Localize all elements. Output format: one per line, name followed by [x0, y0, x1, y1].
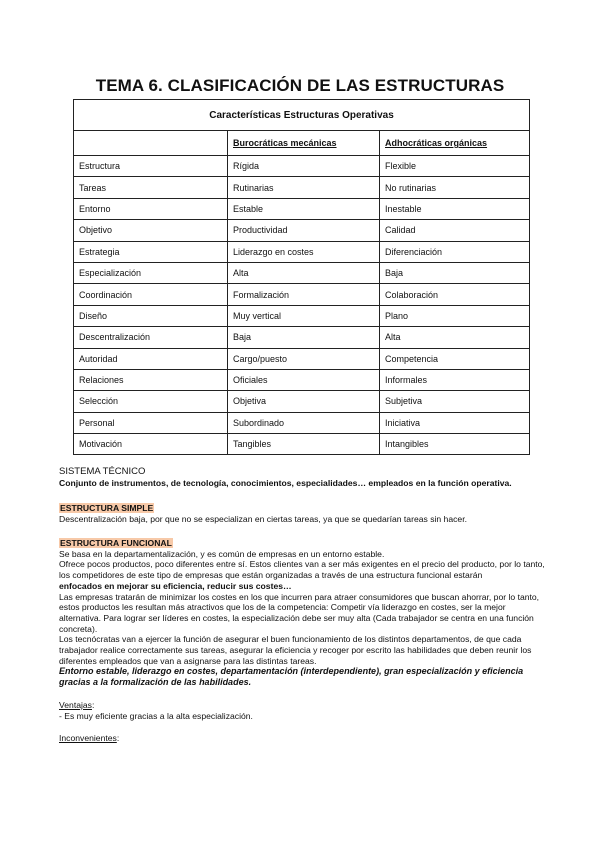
- burocraticas-cell: Oficiales: [228, 369, 380, 390]
- funcional-heading: ESTRUCTURA FUNCIONAL: [60, 538, 172, 548]
- adhocraticas-cell: Intangibles: [380, 434, 530, 455]
- header-adhocraticas: Adhocráticas orgánicas: [380, 131, 530, 156]
- section-estructura-simple: [59, 503, 545, 524]
- row-label-cell: Autoridad: [74, 348, 228, 369]
- simple-heading: ESTRUCTURA SIMPLE: [60, 503, 154, 513]
- header-cell-empty: [74, 131, 228, 156]
- table-row: [74, 305, 530, 326]
- row-label-cell: Relaciones: [74, 369, 228, 390]
- table-row: [74, 327, 530, 348]
- funcional-p1: Se basa en la departamentalización, y es común de empresas en un entorno estable.: [59, 548, 385, 559]
- burocraticas-cell: Muy vertical: [228, 305, 380, 326]
- burocraticas-cell: Baja: [228, 327, 380, 348]
- funcional-p4: Los tecnócratas van a ejercer la función de asegurar el buen funcionamiento de los distintos departamentos, de que cada trabajador realice correctamente sus tareas, asegurar la eficiencia y recoger por escrito las habilidades que deben reunir los diferentes empleados que van a asignarse para las distintas tareas.: [59, 634, 532, 666]
- burocraticas-cell: Alta: [228, 262, 380, 283]
- row-label-cell: Diseño: [74, 305, 228, 326]
- row-label-cell: Personal: [74, 412, 228, 433]
- row-label-cell: Especialización: [74, 262, 228, 283]
- adhocraticas-cell: Plano: [380, 305, 530, 326]
- table-row: [74, 198, 530, 219]
- table-row: [74, 369, 530, 390]
- ventajas-item: - Es muy eficiente gracias a la alta especialización.: [59, 710, 253, 721]
- table-row: [74, 177, 530, 198]
- page-title: TEMA 6. CLASIFICACIÓN DE LAS ESTRUCTURAS: [95, 76, 505, 95]
- ventajas-label: Ventajas: [59, 699, 92, 710]
- adhocraticas-cell: Inestable: [380, 198, 530, 219]
- table-row: [74, 434, 530, 455]
- adhocraticas-cell: Colaboración: [380, 284, 530, 305]
- row-label-cell: Objetivo: [74, 220, 228, 241]
- funcional-p2: Ofrece pocos productos, poco diferentes entre sí. Estos clientes van a ser más exigentes en el precio del producto, por lo tanto, los competidores de este tipo de empresas que están organizadas a través de una estructura funcional estarán: [59, 559, 545, 581]
- funcional-p3: Las empresas tratarán de minimizar los costes en los que incurren para atraer consumidores que buscan ahorrar, por lo tanto, estos productos les resultan más atractivos que los de la competencia: Competir vía liderazgo en costes, ser la mejor alternativa. Para lograr ser líderes en costes, la especialización debe ser muy alta (Cada trabajador se centra en una función concreta).: [59, 591, 540, 634]
- table-row: [74, 284, 530, 305]
- table-row: [74, 241, 530, 262]
- row-label-cell: Coordinación: [74, 284, 228, 305]
- simple-text: Descentralización baja, por que no se especializan en ciertas tareas, ya que se quedarían tareas sin hacer.: [59, 513, 467, 524]
- adhocraticas-cell: No rutinarias: [380, 177, 530, 198]
- adhocraticas-cell: Calidad: [380, 220, 530, 241]
- row-label-cell: Selección: [74, 391, 228, 412]
- inconvenientes-label: Inconvenientes: [59, 733, 117, 744]
- adhocraticas-cell: Iniciativa: [380, 412, 530, 433]
- adhocraticas-cell: Competencia: [380, 348, 530, 369]
- row-label-cell: Motivación: [74, 434, 228, 455]
- sistema-heading: SISTEMA TÉCNICO: [59, 466, 146, 477]
- header-burocraticas: Burocráticas mecánicas: [228, 131, 380, 156]
- section-estructura-funcional: ESTRUCTURA FUNCIONAL Se basa en la departamentalización, y es común de empresas en un entorno estable. Ofrece pocos productos, poco diferentes entre sí. Estos clientes van a ser más exigentes en el precio del producto, por lo tanto, los competidores de este tipo de empresas que están organizadas a través de una estructura funcional estarán enfocados en mejorar su eficiencia, reducir sus costes… Las empresas tratarán de minimizar los costes en los que incurren para atraer consumidores que buscan ahorrar, por lo tanto, estos productos les resultan más atractivos que los de la competencia: Competir vía liderazgo en costes, ser la mejor alternativa. Para lograr ser líderes en costes, la especialización debe ser muy alta (Cada trabajador se centra en una función concreta). Los tecnócratas van a ejercer la función de asegurar el buen funcionamiento de los distintos departamentos, de que cada trabajador realice correctamente sus tareas, asegurar la eficiencia y recoger por escrito las habilidades que deben reunir los diferentes empleados que van a asignarse para las distintas tareas. Entorno estable, liderazgo en costes, departamentación (interdependiente), gran especialización y eficiencia gracias a la formalización de las habilidades. Ventajas: - Es muy eficiente gracias a la alta especialización. Inconvenientes:: [59, 538, 545, 744]
- operational-structures-table: [73, 99, 530, 455]
- row-label-cell: Entorno: [74, 198, 228, 219]
- table-row: [74, 156, 530, 177]
- table-caption: Características Estructuras Operativas: [74, 100, 530, 131]
- burocraticas-cell: Productividad: [228, 220, 380, 241]
- burocraticas-cell: Tangibles: [228, 434, 380, 455]
- adhocraticas-cell: Subjetiva: [380, 391, 530, 412]
- burocraticas-cell: Estable: [228, 198, 380, 219]
- adhocraticas-cell: Informales: [380, 369, 530, 390]
- burocraticas-cell: Liderazgo en costes: [228, 241, 380, 262]
- table-row: [74, 412, 530, 433]
- funcional-summary: Entorno estable, liderazgo en costes, departamentación (interdependiente), gran especialización y eficiencia gracias a la formalización de las habilidades.: [59, 666, 524, 688]
- table-row: [74, 391, 530, 412]
- burocraticas-cell: Objetiva: [228, 391, 380, 412]
- table-row: [74, 348, 530, 369]
- row-label-cell: Descentralización: [74, 327, 228, 348]
- sistema-text: Conjunto de instrumentos, de tecnología, conocimientos, especialidades… empleados en la función operativa.: [59, 477, 512, 488]
- adhocraticas-cell: Flexible: [380, 156, 530, 177]
- burocraticas-cell: Rutinarias: [228, 177, 380, 198]
- row-label-cell: Tareas: [74, 177, 228, 198]
- adhocraticas-cell: Diferenciación: [380, 241, 530, 262]
- burocraticas-cell: Formalización: [228, 284, 380, 305]
- row-label-cell: Estructura: [74, 156, 228, 177]
- table-row: [74, 262, 530, 283]
- burocraticas-cell: Cargo/puesto: [228, 348, 380, 369]
- adhocraticas-cell: Alta: [380, 327, 530, 348]
- table-header-row: [74, 131, 530, 156]
- table-row: [74, 220, 530, 241]
- section-sistema-tecnico: [59, 467, 545, 488]
- adhocraticas-cell: Baja: [380, 262, 530, 283]
- row-label-cell: Estrategia: [74, 241, 228, 262]
- burocraticas-cell: Rígida: [228, 156, 380, 177]
- funcional-p2b: enfocados en mejorar su eficiencia, reducir sus costes…: [59, 580, 292, 591]
- burocraticas-cell: Subordinado: [228, 412, 380, 433]
